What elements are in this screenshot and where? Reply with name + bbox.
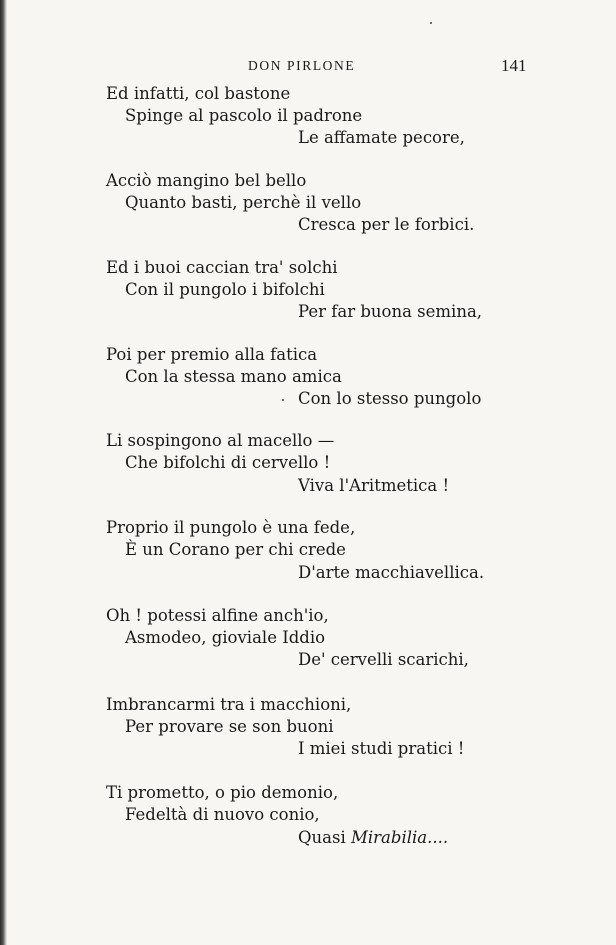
stanza-4-line-3: Con lo stesso pungolo [298,389,482,408]
stanza-5-line-2: Che bifolchi di cervello ! [125,453,331,472]
stanza-9-line-3-text: Quasi [298,828,351,847]
stanza-1-line-2: Spinge al pascolo il padrone [125,106,363,125]
print-speck [282,399,284,401]
stanza-7-line-2: Asmodeo, gioviale Iddio [125,628,326,647]
stanza-4-line-1: Poi per premio alla fatica [106,345,318,364]
stanza-2-line-2: Quanto basti, perchè il vello [125,193,362,212]
stanza-3-line-1: Ed i buoi caccian tra' solchi [106,258,338,277]
stanza-8-line-2: Per provare se son buoni [125,717,334,736]
stanza-3-line-3: Per far buona semina, [298,302,483,321]
stanza-1-line-1: Ed infatti, col bastone [106,84,291,103]
stanza-2-line-1: Acciò mangino bel bello [106,171,307,190]
stanza-6-line-1: Proprio il pungolo è una fede, [106,518,356,537]
stanza-8-line-1: Imbrancarmi tra i macchioni, [106,695,352,714]
stanza-1-line-3: Le affamate pecore, [298,128,465,147]
running-title: DON PIRLONE [248,58,356,73]
page-number: 141 [501,56,527,75]
stanza-9-line-3 [298,830,448,847]
stanza-2-line-3: Cresca per le forbici. [298,215,475,234]
stanza-5-line-1: Li sospingono al macello — [106,431,335,450]
stanza-9-line-2: Fedeltà di nuovo conio, [125,805,320,824]
stanza-6-line-3: D'arte macchiavellica. [298,563,485,582]
stanza-9-line-1: Ti prometto, o pio demonio, [106,783,339,802]
stanza-7-line-3: De' cervelli scarichi, [298,650,469,669]
print-speck [430,22,432,24]
stanza-3-line-2: Con il pungolo i bifolchi [125,280,325,299]
mirabilia-italic: Mirabilia.... [350,828,449,847]
stanza-8-line-3: I miei studi pratici ! [298,739,465,758]
stanza-6-line-2: È un Corano per chi crede [125,540,346,559]
stanza-7-line-1: Oh ! potessi alfine anch'io, [106,606,329,625]
stanza-4-line-2: Con la stessa mano amica [125,367,342,386]
stanza-5-line-3: Viva l'Aritmetica ! [298,476,450,495]
